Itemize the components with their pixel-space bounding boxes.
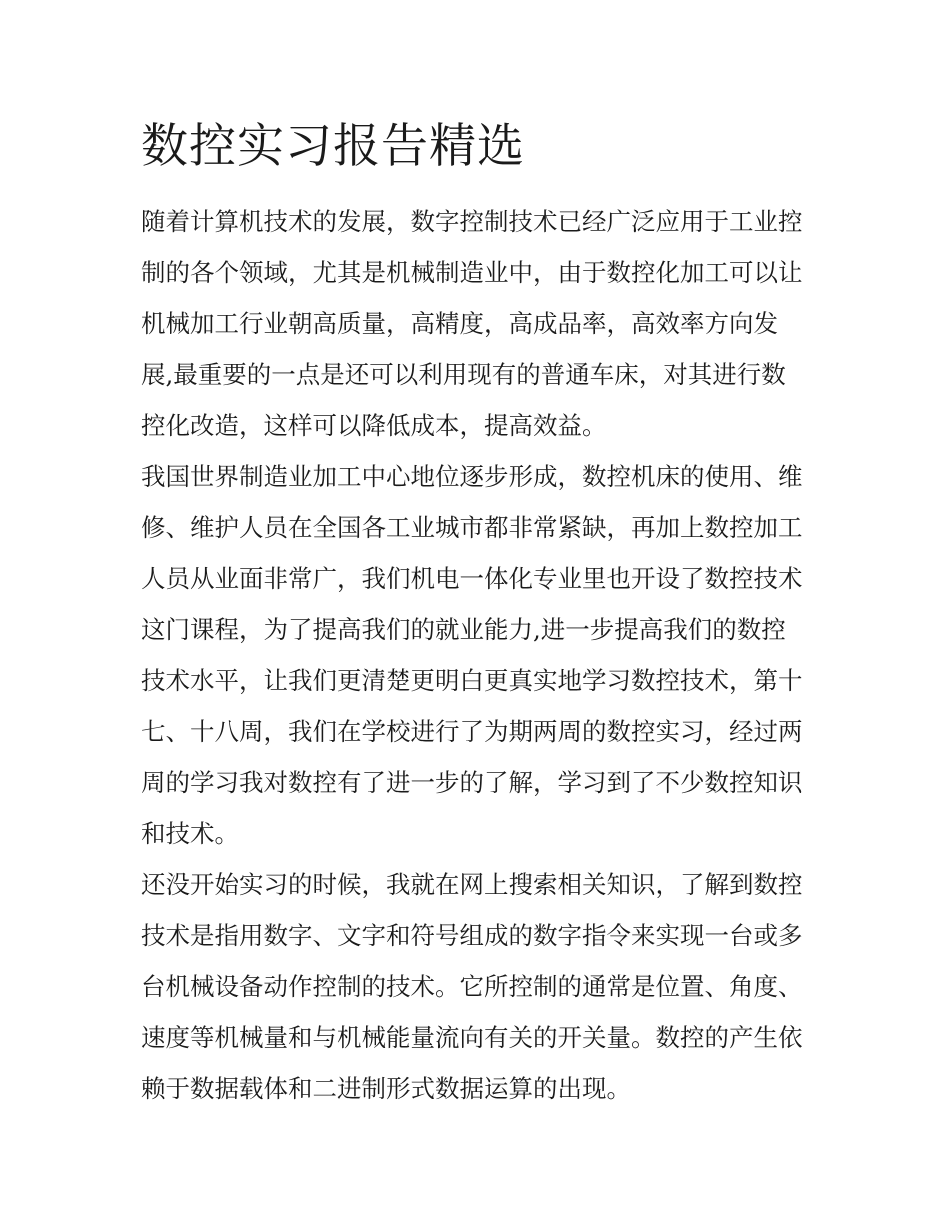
text-line: 速度等机械量和与机械能量流向有关的开关量。数控的产生依 [141, 1023, 803, 1052]
text-line: 控化改造，这样可以降低成本，提高效益。 [141, 411, 607, 440]
text-line: 赖于数据载体和二进制形式数据运算的出现。 [141, 1074, 631, 1103]
text-line: 修、维护人员在全国各工业城市都非常紧缺，再加上数控加工 [141, 513, 803, 542]
text-line: 制的各个领域，尤其是机械制造业中，由于数控化加工可以让 [141, 258, 803, 287]
text-line: 展,最重要的一点是还可以利用现有的普通车床，对其进行数 [141, 360, 786, 389]
text-line: 我国世界制造业加工中心地位逐步形成，数控机床的使用、维 [141, 462, 803, 491]
text-line: 周的学习我对数控有了进一步的了解，学习到了不少数控知识 [141, 768, 803, 797]
text-line: 台机械设备动作控制的技术。它所控制的通常是位置、角度、 [141, 972, 803, 1001]
text-line: 机械加工行业朝高质量，高精度，高成品率，高效率方向发 [141, 309, 778, 338]
text-line: 技术水平，让我们更清楚更明白更真实地学习数控技术，第十 [141, 666, 803, 695]
text-line: 这门课程，为了提高我们的就业能力,进一步提高我们的数控 [141, 615, 786, 644]
text-line: 随着计算机技术的发展，数字控制技术已经广泛应用于工业控 [141, 207, 803, 236]
document-body [141, 196, 813, 1114]
text-line: 还没开始实习的时候，我就在网上搜索相关知识，了解到数控 [141, 870, 803, 899]
text-line: 人员从业面非常广，我们机电一体化专业里也开设了数控技术 [141, 564, 803, 593]
text-line: 和技术。 [141, 819, 239, 848]
document-title: 数控实习报告精选 [141, 119, 525, 174]
text-line: 技术是指用数字、文字和符号组成的数字指令来实现一台或多 [141, 921, 803, 950]
text-line: 七、十八周，我们在学校进行了为期两周的数控实习，经过两 [141, 717, 803, 746]
